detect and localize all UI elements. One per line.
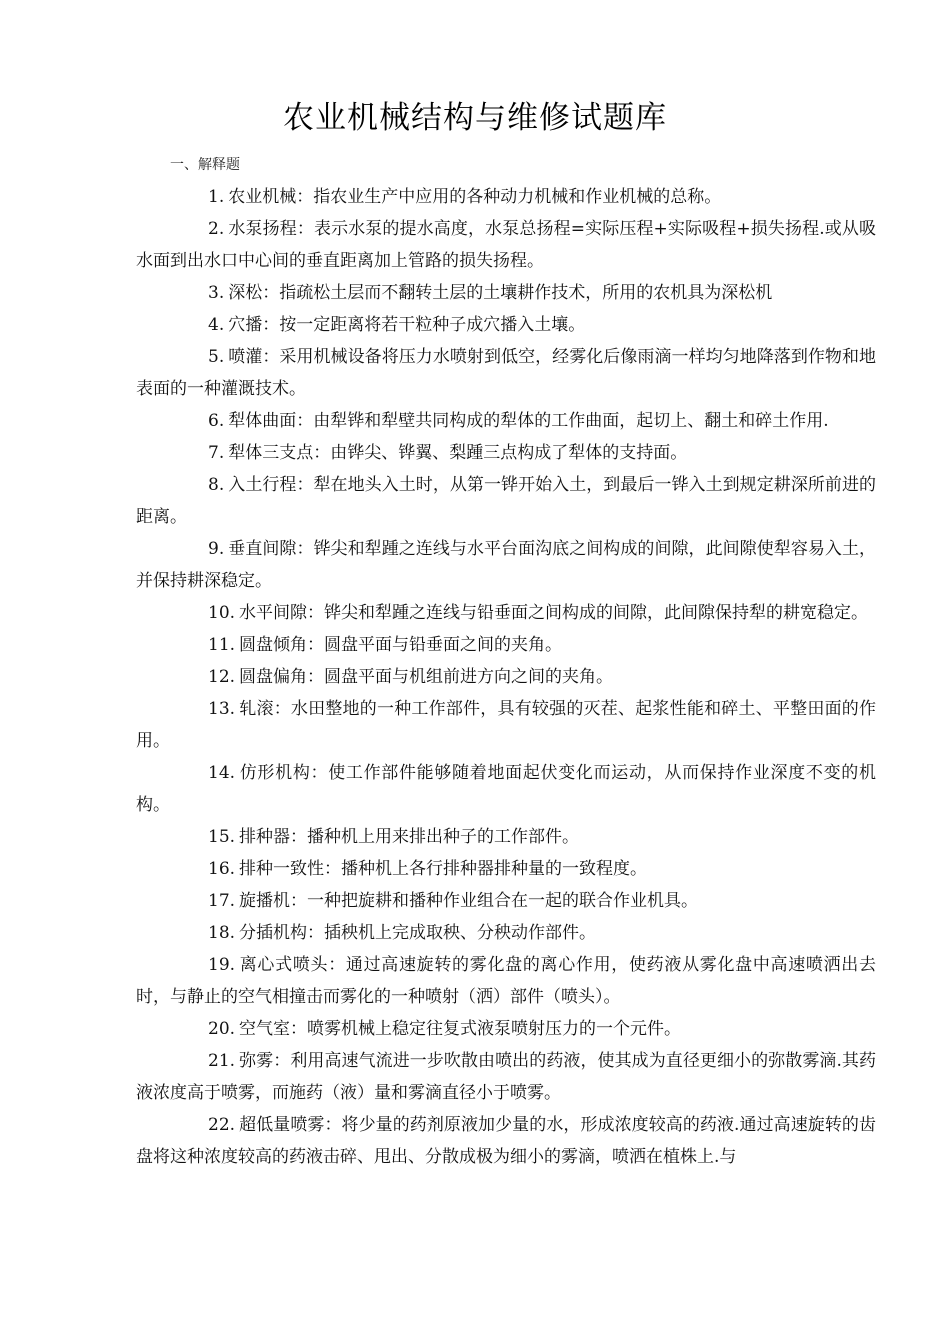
entry-number: 11.: [208, 635, 236, 655]
entry-text: 水平间隙：铧尖和犁踵之连线与铅垂面之间构成的间隙，此间隙保持犁的耕宽稳定。: [239, 603, 869, 623]
entry-number: 14.: [208, 763, 236, 783]
entry-number: 21.: [208, 1051, 236, 1071]
definition-entry: [136, 629, 876, 661]
definition-entry: [136, 341, 876, 405]
entry-number: 13.: [208, 699, 236, 719]
definition-entry: [136, 597, 876, 629]
definition-entry: [136, 1013, 876, 1045]
definition-entry: [136, 885, 876, 917]
definition-entry: [136, 309, 876, 341]
definition-entry: [136, 693, 876, 757]
entry-text: 排种一致性：播种机上各行排种器排种量的一致程度。: [239, 859, 648, 879]
definition-list: [136, 181, 876, 1173]
entry-text: 弥雾：利用高速气流进一步吹散由喷出的药液，使其成为直径更细小的弥散雾滴.其药液浓度高于喷雾，而施药（液）量和雾滴直径小于喷雾。: [136, 1051, 876, 1103]
entry-number: 22.: [208, 1115, 236, 1135]
entry-text: 仿形机构：使工作部件能够随着地面起伏变化而运动，从而保持作业深度不变的机构。: [136, 763, 876, 815]
entry-text: 犁体三支点：由铧尖、铧翼、梨踵三点构成了犁体的支持面。: [228, 443, 688, 463]
entry-text: 水泵扬程：表示水泵的提水高度，水泵总扬程=实际压程+实际吸程+损失扬程.或从吸水面到出水口中心间的垂直距离加上管路的损失扬程。: [136, 219, 876, 271]
entry-number: 19.: [208, 955, 236, 975]
entry-number: 17.: [208, 891, 236, 911]
entry-text: 圆盘倾角：圆盘平面与铅垂面之间的夹角。: [239, 635, 563, 655]
entry-text: 圆盘偏角：圆盘平面与机组前进方向之间的夹角。: [239, 667, 614, 687]
entry-number: 20.: [208, 1019, 236, 1039]
entry-text: 入土行程：犁在地头入土时，从第一铧开始入土，到最后一铧入土到规定耕深所前进的距离。: [136, 475, 876, 527]
entry-number: 16.: [208, 859, 236, 879]
definition-entry: [136, 949, 876, 1013]
entry-number: 12.: [208, 667, 236, 687]
entry-number: 2.: [208, 219, 225, 239]
definition-entry: [136, 757, 876, 821]
entry-text: 垂直间隙：铧尖和犁踵之连线与水平台面沟底之间构成的间隙，此间隙使犁容易入土，并保持耕深稳定。: [136, 539, 876, 591]
entry-text: 农业机械：指农业生产中应用的各种动力机械和作业机械的总称。: [228, 187, 722, 207]
definition-entry: [136, 277, 876, 309]
entry-text: 深松：指疏松土层而不翻转土层的土壤耕作技术，所用的农机具为深松机: [228, 283, 773, 303]
definition-entry: [136, 1045, 876, 1109]
definition-entry: [136, 437, 876, 469]
entry-number: 5.: [208, 347, 225, 367]
definition-entry: [136, 469, 876, 533]
entry-text: 轧滚：水田整地的一种工作部件，具有较强的灭茬、起浆性能和碎土、平整田面的作用。: [136, 699, 876, 751]
entry-number: 3.: [208, 283, 225, 303]
entry-text: 超低量喷雾：将少量的药剂原液加少量的水，形成浓度较高的药液.通过高速旋转的齿盘将这种浓度较高的药液击碎、甩出、分散成极为细小的雾滴，喷洒在植株上.与: [136, 1115, 876, 1167]
definition-entry: [136, 405, 876, 437]
definition-entry: [136, 821, 876, 853]
entry-number: 1.: [208, 187, 225, 207]
document-title: 农业机械结构与维修试题库: [283, 100, 667, 136]
definition-entry: [136, 213, 876, 277]
entry-text: 分插机构：插秧机上完成取秧、分秧动作部件。: [239, 923, 597, 943]
definition-entry: [136, 533, 876, 597]
definition-entry: [136, 1109, 876, 1173]
entry-text: 空气室：喷雾机械上稳定往复式液泵喷射压力的一个元件。: [239, 1019, 682, 1039]
entry-number: 9.: [208, 539, 225, 559]
entry-number: 10.: [208, 603, 236, 623]
entry-text: 旋播机：一种把旋耕和播种作业组合在一起的联合作业机具。: [239, 891, 699, 911]
section-heading: 一、解释题: [170, 157, 240, 173]
entry-number: 18.: [208, 923, 236, 943]
definition-entry: [136, 661, 876, 693]
entry-text: 犁体曲面：由犁铧和犁壁共同构成的犁体的工作曲面，起切上、翻土和碎土作用.: [228, 411, 829, 431]
entry-number: 15.: [208, 827, 236, 847]
entry-text: 喷灌：采用机械设备将压力水喷射到低空，经雾化后像雨滴一样均匀地降落到作物和地表面的一种灌溉技术。: [136, 347, 876, 399]
entry-text: 离心式喷头：通过高速旋转的雾化盘的离心作用，使药液从雾化盘中高速喷洒出去时，与静止的空气相撞击而雾化的一种喷射（洒）部件（喷头）。: [136, 955, 876, 1007]
definition-entry: [136, 917, 876, 949]
definition-entry: [136, 853, 876, 885]
definition-entry: [136, 181, 876, 213]
entry-number: 7.: [208, 443, 225, 463]
entry-number: 6.: [208, 411, 225, 431]
entry-text: 穴播：按一定距离将若干粒种子成穴播入土壤。: [228, 315, 586, 335]
entry-number: 4.: [208, 315, 225, 335]
entry-number: 8.: [208, 475, 225, 495]
entry-text: 排种器：播种机上用来排出种子的工作部件。: [239, 827, 580, 847]
